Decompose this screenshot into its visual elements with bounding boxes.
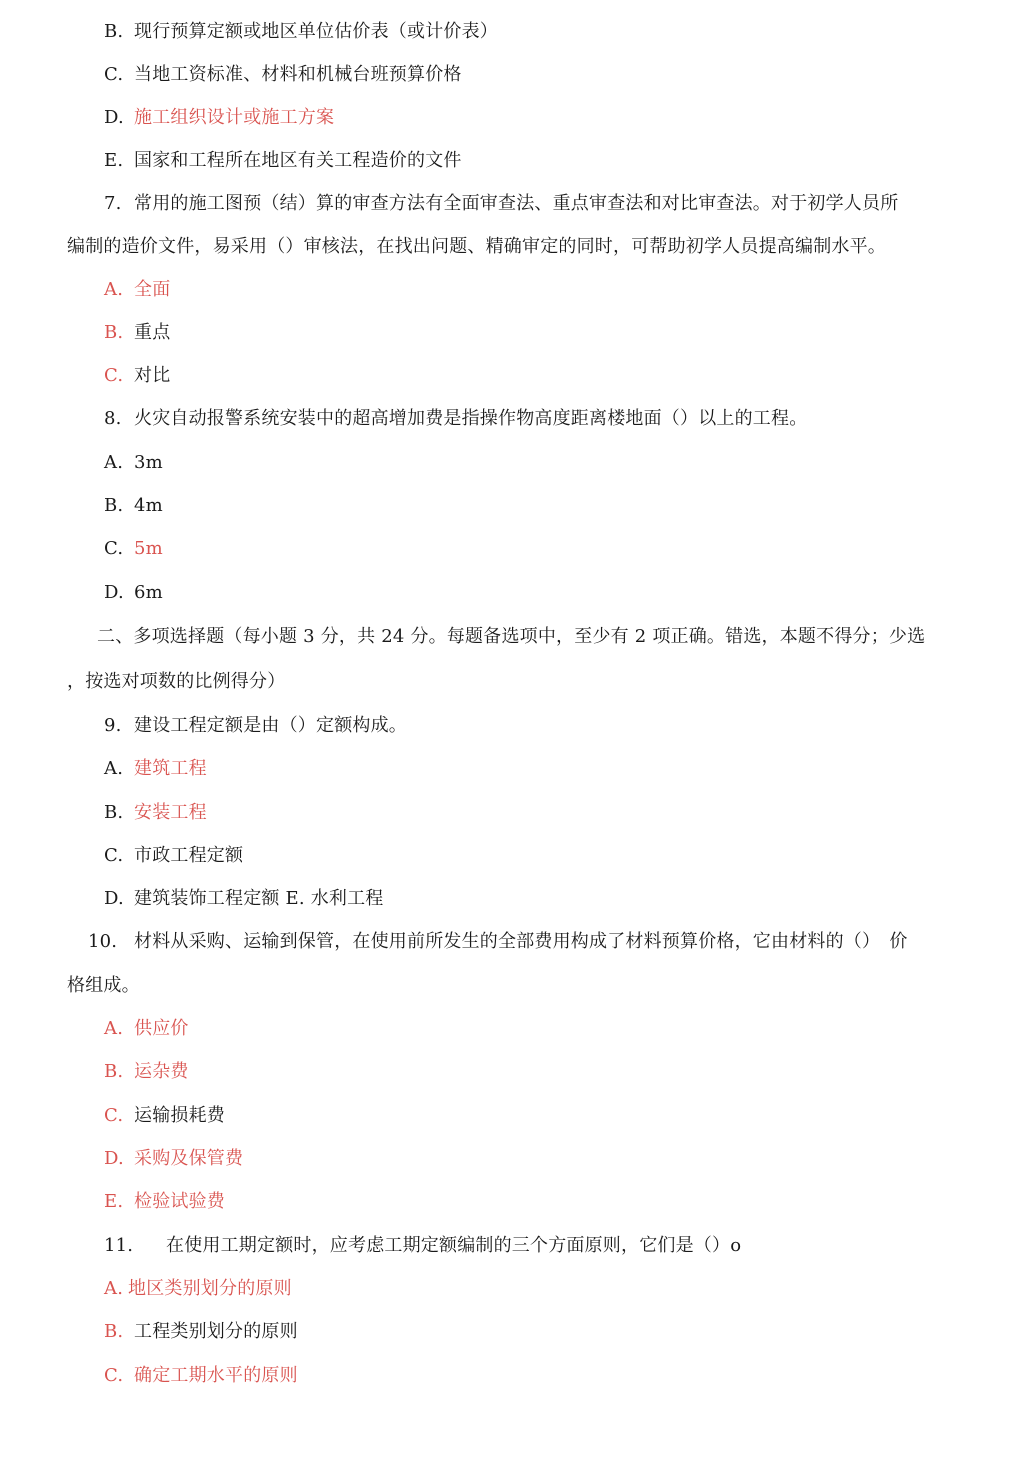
option-label: D.	[104, 888, 124, 909]
option-text: 采购及保管费	[134, 1148, 244, 1169]
option-line	[104, 537, 163, 561]
option-line	[104, 887, 384, 911]
option-line	[104, 1147, 243, 1171]
option-label: D.	[104, 1148, 124, 1169]
option-text: 检验试验费	[134, 1191, 225, 1212]
option-line	[104, 149, 462, 173]
question-text: 编制的造价文件，易采用（）审核法，在找出问题、精确审定的同时，可帮助初学人员提高编制水平。	[67, 236, 886, 257]
option-text: 当地工资标准、材料和机械台班预算价格	[134, 64, 462, 85]
option-label: B.	[104, 495, 124, 516]
option-line	[104, 364, 170, 388]
option-line	[104, 278, 170, 302]
option-label: B.	[104, 1321, 124, 1342]
option-label: C.	[104, 1105, 124, 1126]
option-text: 地区类别划分的原则	[128, 1278, 292, 1299]
option-label: A.	[104, 1278, 124, 1299]
option-text: 建筑装饰工程定额 E. 水利工程	[134, 888, 384, 909]
option-line	[104, 321, 170, 345]
option-text: 运输损耗费	[134, 1105, 225, 1126]
option-line	[104, 1104, 225, 1128]
option-line	[104, 1060, 189, 1084]
option-line	[104, 1320, 298, 1344]
option-label: C.	[104, 365, 124, 386]
option-text: 建筑工程	[134, 758, 207, 779]
option-text: 施工组织设计或施工方案	[134, 107, 335, 128]
question-number: 11.	[104, 1235, 134, 1256]
option-label: A.	[104, 758, 124, 779]
question-line	[88, 930, 908, 954]
option-text: 5m	[134, 538, 163, 559]
question-text: 材料从采购、运输到保管，在使用前所发生的全部费用构成了材料预算价格，它由材料的（） 价	[134, 931, 908, 952]
question-text: 格组成。	[67, 975, 140, 996]
question-continuation	[67, 235, 886, 259]
option-line	[104, 106, 334, 130]
question-text: 建设工程定额是由（）定额构成。	[134, 715, 407, 736]
option-label: C.	[104, 64, 124, 85]
option-label: A.	[104, 1018, 124, 1039]
option-label: E.	[104, 150, 124, 171]
option-text: 安装工程	[134, 802, 207, 823]
option-line	[104, 1277, 292, 1301]
option-line	[104, 63, 462, 87]
option-label: B.	[104, 1061, 124, 1082]
option-line	[104, 494, 163, 518]
question-line	[104, 1234, 741, 1258]
option-line	[104, 1017, 189, 1041]
option-text: 3m	[134, 452, 163, 473]
option-line	[104, 1190, 225, 1214]
option-text: 全面	[134, 279, 171, 300]
option-line	[104, 1364, 298, 1388]
question-number: 9.	[104, 715, 122, 736]
question-number: 7.	[104, 193, 122, 214]
option-line	[104, 451, 163, 475]
question-text: 火灾自动报警系统安装中的超高增加费是指操作物高度距离楼地面（）以上的工程。	[134, 408, 808, 429]
option-line	[104, 20, 498, 44]
option-label: B.	[104, 802, 124, 823]
question-line	[104, 714, 407, 738]
option-text: 工程类别划分的原则	[134, 1321, 298, 1342]
option-text: 6m	[134, 582, 163, 603]
question-text: 在使用工期定额时，应考虑工期定额编制的三个方面原则，它们是（）o	[166, 1235, 742, 1256]
option-label: E.	[104, 1191, 124, 1212]
option-text: 运杂费	[134, 1061, 189, 1082]
option-line	[104, 844, 243, 868]
option-text: 国家和工程所在地区有关工程造价的文件	[134, 150, 462, 171]
section-heading	[97, 625, 925, 649]
option-text: 对比	[134, 365, 171, 386]
option-label: A.	[104, 279, 124, 300]
option-label: C.	[104, 845, 124, 866]
option-label: A.	[104, 452, 124, 473]
option-label: D.	[104, 582, 124, 603]
question-number: 10.	[88, 931, 118, 952]
option-line	[104, 757, 207, 781]
option-text: 市政工程定额	[134, 845, 244, 866]
section-heading-text: ，按选对项数的比例得分）	[67, 671, 286, 692]
question-text: 常用的施工图预（结）算的审查方法有全面审查法、重点审查法和对比审查法。对于初学人员所	[134, 193, 899, 214]
question-continuation	[67, 974, 140, 998]
option-label: C.	[104, 1365, 124, 1386]
question-line	[104, 407, 807, 431]
option-line	[104, 581, 163, 605]
option-text: 现行预算定额或地区单位估价表（或计价表）	[134, 21, 498, 42]
question-line	[104, 192, 898, 216]
question-number: 8.	[104, 408, 122, 429]
option-text: 供应价	[134, 1018, 189, 1039]
option-text: 确定工期水平的原则	[134, 1365, 298, 1386]
option-label: D.	[104, 107, 124, 128]
option-label: B.	[104, 21, 124, 42]
section-heading-continuation	[67, 670, 285, 694]
section-heading-text: 二、多项选择题（每小题 3 分，共 24 分。每题备选项中，至少有 2 项正确。错选，本题不得分；少选	[97, 626, 926, 647]
option-label: C.	[104, 538, 124, 559]
option-label: B.	[104, 322, 124, 343]
option-text: 重点	[134, 322, 171, 343]
option-text: 4m	[134, 495, 163, 516]
option-line	[104, 801, 207, 825]
